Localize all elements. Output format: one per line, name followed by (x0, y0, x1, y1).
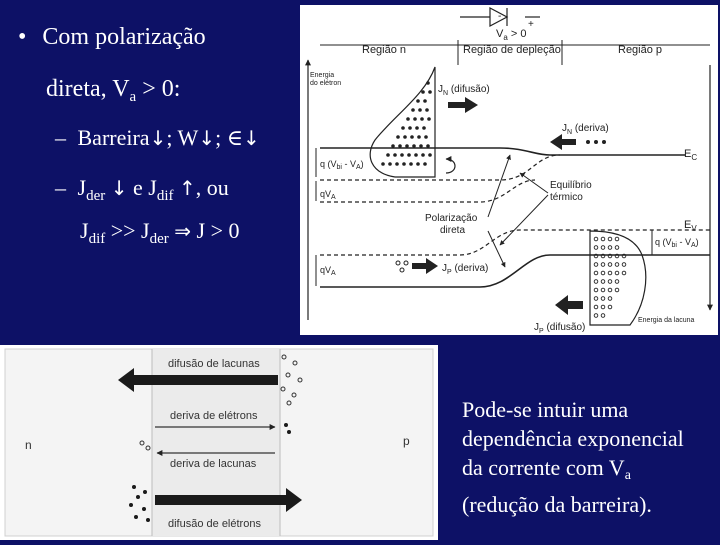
electron-dot (594, 140, 598, 144)
caption-line-1: Pode-se intuir uma (462, 397, 629, 422)
region-p-letter: p (403, 434, 410, 448)
electron-dot (602, 140, 606, 144)
hole-dot (594, 297, 598, 301)
electron-dot (586, 140, 590, 144)
electron-dots (381, 81, 432, 166)
barreira-label: Barreira (77, 125, 150, 150)
hole-dot (608, 246, 612, 250)
barrier-height-label-n: q $(V_{bi} - V_A)$ (320, 159, 364, 171)
jn-diffusion-arrow-icon (448, 97, 478, 113)
hole-dot (594, 263, 598, 267)
qva-label-bottom: $qV_A$ (320, 265, 336, 277)
ec-label: $E_C$ (684, 148, 698, 162)
jdif-mid: e J (127, 175, 157, 200)
ev-label: $E_V$ (684, 219, 697, 233)
hole-dot (622, 271, 626, 275)
electron-dot (395, 162, 399, 166)
qva-label-top: $qV_A$ (320, 189, 336, 201)
diode-plus: + (528, 19, 534, 30)
bullet-main-line2-prefix: direta, V (46, 76, 130, 102)
electron-drift-label: deriva de elétrons (170, 410, 258, 422)
va-label: $V_a > 0$ (496, 28, 527, 42)
barreira-sep1: ; W (166, 125, 199, 150)
bullet-main-line2-suffix: > 0: (136, 76, 181, 102)
subbullet-dash: – (55, 125, 66, 150)
electron-dot (388, 162, 392, 166)
bullet-marker: • (18, 24, 27, 50)
electron-dot (414, 153, 418, 157)
jder-label: J (77, 175, 87, 200)
hole-dot (622, 263, 626, 267)
band-diagram (300, 5, 718, 335)
electron-dot (426, 81, 430, 85)
electron-dot (424, 135, 428, 139)
electron-dot (416, 162, 420, 166)
diode-minus: - (498, 11, 502, 22)
currents-end: , ou (195, 175, 229, 200)
bullet-main-line2-sub: a (129, 89, 137, 105)
hole-dot (594, 305, 598, 309)
electron-dot (428, 153, 432, 157)
hole-dot (594, 271, 598, 275)
hole-dot (615, 263, 619, 267)
electron-dot (403, 135, 407, 139)
energy-electron-label-1: Energia (310, 72, 335, 79)
electron-dot (418, 108, 422, 112)
hole-dot (601, 263, 605, 267)
jdif-sub: dif (88, 231, 106, 247)
electron-dot (428, 90, 432, 94)
jp-drift-arrow-icon (412, 258, 438, 274)
electron-dot (415, 126, 419, 130)
electron-dot (393, 153, 397, 157)
electron-dot (410, 135, 414, 139)
j-positive: J > 0 (191, 218, 240, 243)
subbullet-currents-cont (80, 220, 240, 247)
electron-dot (413, 117, 417, 121)
hole-dot (601, 246, 605, 250)
up-arrow-icon: ↑ (178, 176, 196, 200)
subbullet-barreira (55, 127, 260, 149)
hole-dot (608, 288, 612, 292)
hole-dot (400, 268, 404, 272)
forward-bias-pointer (488, 155, 510, 217)
caption-line-4: (redução da barreira). (462, 492, 652, 517)
electron-dot (400, 153, 404, 157)
hole-dot (396, 261, 400, 265)
energy-hole-label: Energia da lacuna (638, 317, 695, 324)
electron-dot (423, 162, 427, 166)
electron-dot (396, 135, 400, 139)
forward-bias-label-1: Polarização (425, 213, 478, 224)
subbullet-dash: – (55, 175, 66, 200)
hole-dot (594, 237, 598, 241)
bullet-main-text: Com polarização (42, 24, 206, 50)
hole-dot (608, 297, 612, 301)
hole-diffusion-label: difusão de lacunas (168, 358, 260, 370)
jn-diffusion-label: $J_N$ (difusão) (438, 84, 490, 97)
electron-dot (401, 126, 405, 130)
caption-text (462, 395, 712, 519)
band-diagram-svg (300, 5, 718, 335)
down-arrow-icon: ↓ (198, 126, 216, 150)
carrier-flow-diagram (0, 345, 438, 540)
hole-dot (608, 237, 612, 241)
energy-electron-label-2: do elétron (310, 80, 342, 87)
hole-dot (608, 263, 612, 267)
jdif-sub: dif (156, 188, 174, 204)
electron-dot (402, 162, 406, 166)
electron-dot (411, 108, 415, 112)
electron-dot (423, 99, 427, 103)
electron-dot (417, 135, 421, 139)
hole-dot (594, 314, 598, 318)
region-n-letter: n (25, 438, 32, 452)
hole-dot (594, 246, 598, 250)
region-n-label: Região n (362, 44, 407, 56)
down-arrow-icon: ↓ (110, 176, 128, 200)
equilibrium-label-1: Equilíbrio (550, 180, 592, 191)
hole-dot (608, 271, 612, 275)
electron-dot (422, 126, 426, 130)
jn-drift-arrow-icon (550, 134, 576, 150)
valence-band-forward (320, 255, 710, 287)
electron-dot (406, 117, 410, 121)
hole-dot (601, 288, 605, 292)
band-reference-line (320, 180, 535, 202)
electron-dot (408, 126, 412, 130)
hole-dot (615, 280, 619, 284)
hole-dot (594, 280, 598, 284)
hole-dot (601, 314, 605, 318)
hole-dot (404, 261, 408, 265)
jder-sub: der (86, 188, 106, 204)
electron-dot (409, 162, 413, 166)
jdif-label: J (80, 218, 89, 243)
hole-dot (601, 305, 605, 309)
caption-line-2: dependência exponencial (462, 426, 684, 451)
region-depletion-label: Região de depleção (463, 44, 561, 56)
hole-dot (601, 280, 605, 284)
bullet-main-line1 (18, 25, 206, 49)
electron-dot (416, 99, 420, 103)
down-arrow-icon: ↓ (149, 126, 167, 150)
down-arrow-icon: ↓ (242, 126, 260, 150)
gg-label: >> J (105, 218, 150, 243)
carrier-flow-svg (0, 345, 438, 540)
hole-dot (601, 297, 605, 301)
forward-bias-pointer (488, 231, 505, 267)
hole-drift-label: deriva de lacunas (170, 458, 257, 470)
jp-drift-label: $J_P$ (deriva) (442, 263, 489, 276)
hole-dot (615, 237, 619, 241)
barreira-sep2: ; ∈ (215, 125, 243, 150)
hole-dot (615, 271, 619, 275)
hole-dot (608, 280, 612, 284)
jp-diffusion-arrow-icon (555, 295, 583, 315)
electron-dot (427, 117, 431, 121)
electron-dot (381, 162, 385, 166)
jder-sub: der (149, 231, 169, 247)
electron-dot (420, 117, 424, 121)
equilibrium-pointer (520, 173, 548, 193)
electron-dot (386, 153, 390, 157)
electron-distribution (370, 67, 435, 177)
hole-dots (594, 237, 626, 317)
jn-drift-label: $J_N$ (deriva) (562, 123, 609, 136)
bullet-main-line2 (46, 77, 180, 105)
hole-dot (601, 271, 605, 275)
equilibrium-pointer (500, 195, 548, 245)
hole-distribution (590, 231, 646, 325)
recombination-curl-icon (446, 159, 455, 173)
caption-line-3: da corrente com $V_a$ (462, 455, 631, 483)
forward-bias-label-2: direta (440, 225, 466, 236)
conduction-band-forward (320, 148, 685, 155)
jp-diffusion-label: $J_P$ (difusão) (534, 322, 586, 335)
electron-dot (425, 108, 429, 112)
electron-diffusion-label: difusão de elétrons (168, 518, 261, 530)
electron-dot (407, 153, 411, 157)
equilibrium-label-2: térmico (550, 192, 583, 203)
implies-icon: ⇒ (174, 219, 192, 243)
hole-dot (615, 288, 619, 292)
hole-dot (601, 237, 605, 241)
barrier-height-label-p: q $(V_{bi} - V_A)$ (655, 237, 699, 249)
subbullet-currents (55, 177, 229, 204)
hole-dot (608, 305, 612, 309)
electron-dot (421, 90, 425, 94)
electron-dot (421, 153, 425, 157)
region-p-label: Região p (618, 44, 663, 56)
hole-dot (594, 288, 598, 292)
hole-dot (615, 246, 619, 250)
